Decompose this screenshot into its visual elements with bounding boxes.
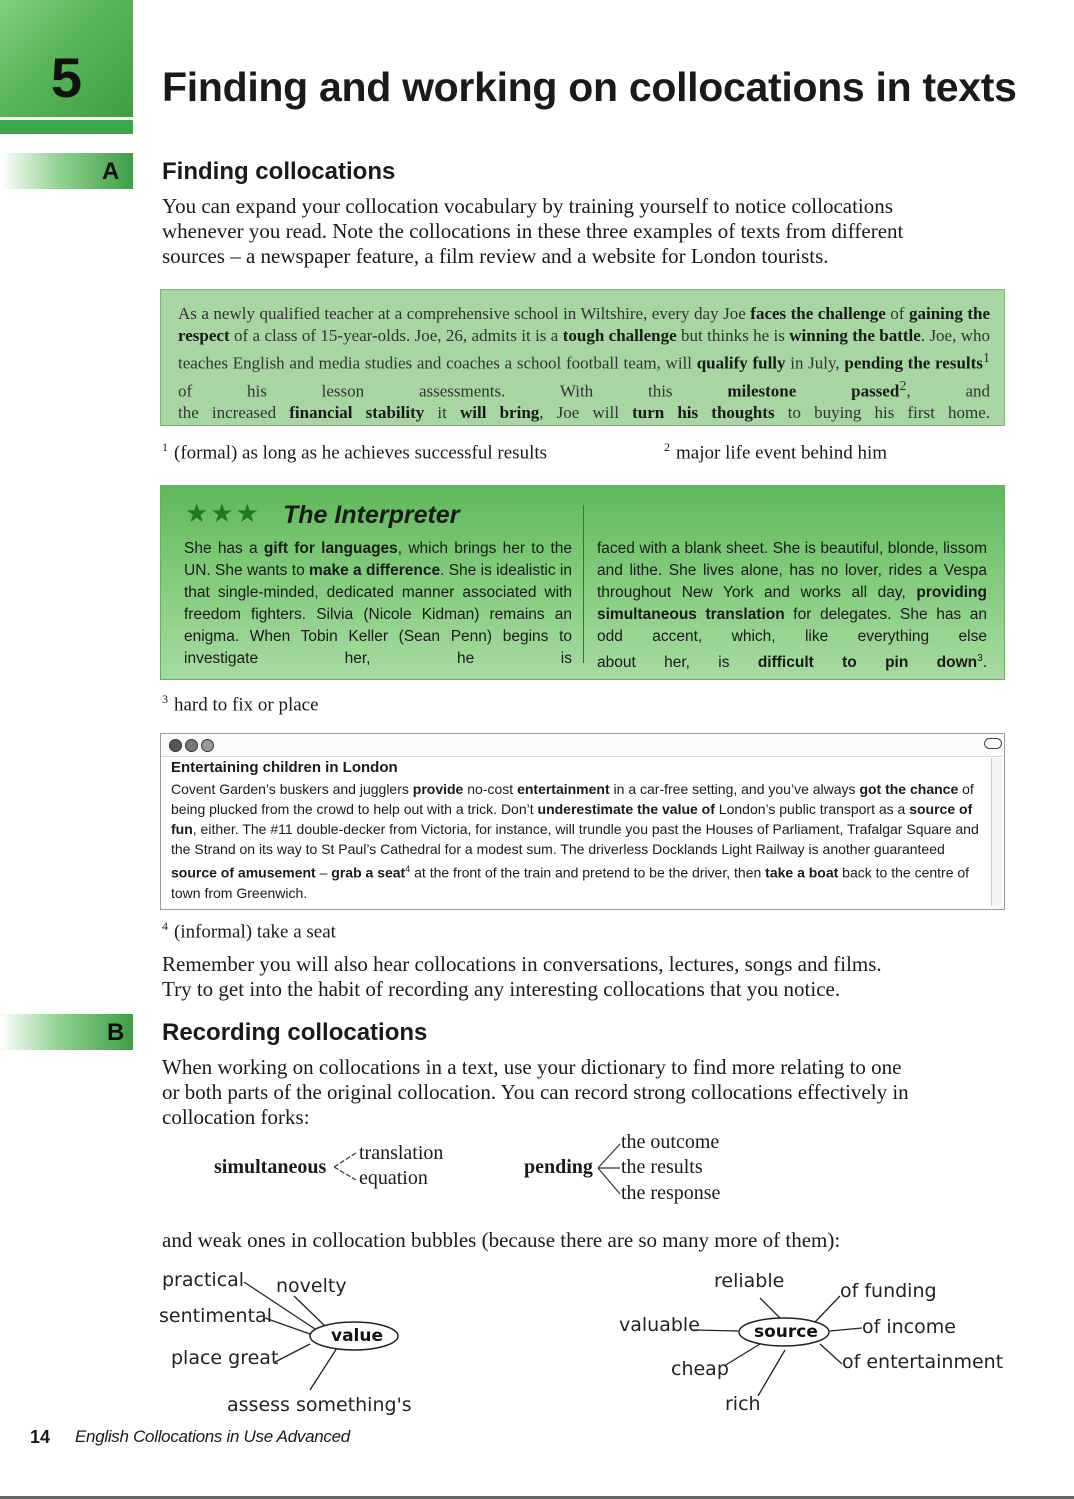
bubble-word: valuable	[619, 1314, 700, 1336]
star-rating-icon: ★★★	[185, 499, 261, 528]
window-close-icon[interactable]	[169, 739, 182, 752]
unit-strip	[0, 120, 133, 134]
section-a-intro: You can expand your collocation vocabulary by training yourself to notice collocations whenever you read. Note the collocations in these three examples of texts from different sources – a newspaper feature, a film review and a website for London tourists.	[162, 194, 904, 268]
newspaper-extract-text: As a newly qualified teacher at a comprehensive school in Wiltshire, every day Joe faces the challenge of gaining the respect of a class of 15-year-olds. Joe, 26, admits it is a tough challenge but thinks he is winning the battle. Joe, who teaches English and media studies and coaches a school football team, will qualify fully in July, pending the results$^1$ of his lesson assessments. With this milestone passed$^2$, and the increased financial stability it will bring, Joe will turn his thoughts to buying his first home.	[178, 304, 991, 423]
bubble-value-center: value	[331, 1326, 384, 1346]
fork-pending-item: the results	[621, 1156, 703, 1178]
fork-simultaneous-item: translation	[359, 1142, 444, 1164]
bubble-word: of income	[862, 1316, 956, 1338]
book-title: English Collocations in Use Advanced	[75, 1427, 350, 1446]
fork-pending-key: pending	[524, 1156, 593, 1178]
film-title: The Interpreter	[283, 501, 460, 529]
fork-simultaneous-item: equation	[359, 1167, 428, 1189]
bubble-word: sentimental	[159, 1305, 272, 1327]
bubble-word: of funding	[840, 1280, 937, 1302]
film-review-left-column: She has a gift for languages, which brings her to the UN. She wants to make a difference. She is idealistic in that single-minded, dedicated manner associated with freedom fighters. Silvia (Nicole Kidman) remains an enigma. When Tobin Keller (Sean Penn) begins to investigate her, he is	[184, 540, 572, 667]
fork-simultaneous-lines	[332, 1150, 360, 1184]
page-title: Finding and working on collocations in texts	[162, 64, 1017, 110]
section-a-letter: A	[102, 158, 120, 185]
section-a-closing: Remember you will also hear collocations in conversations, lectures, songs and films. Try to get into the habit of recording any interesting collocations that you notice.	[162, 952, 882, 1001]
section-b-intro: When working on collocations in a text, use your dictionary to find more relating to one or both parts of the original collocation. You can record strong collocations effectively in collocation forks:	[162, 1055, 909, 1129]
bubble-word: place great	[171, 1347, 279, 1369]
bubble-word: novelty	[276, 1275, 347, 1297]
bubble-word: practical	[162, 1269, 245, 1291]
window-zoom-icon[interactable]	[201, 739, 214, 752]
bubble-word: cheap	[671, 1358, 729, 1380]
scrollbar[interactable]	[991, 758, 1002, 906]
fork-pending-item: the response	[621, 1182, 721, 1204]
bubbles-intro: and weak ones in collocation bubbles (because there are so many more of them):	[162, 1228, 841, 1252]
window-title-bar	[161, 734, 1003, 757]
toolbar-toggle-icon[interactable]	[984, 738, 1002, 749]
fork-simultaneous-key: simultaneous	[214, 1156, 327, 1178]
footnote-1: $^1$ (formal) as long as he achieves successful results	[162, 440, 548, 464]
window-minimize-icon[interactable]	[185, 739, 198, 752]
section-a-heading: Finding collocations	[162, 158, 396, 185]
film-review-right-column: faced with a blank sheet. She is beautiful, blonde, lissom and lithe. She lives alone, has no lover, rides a Vespa throughout New York and works all day, providing simultaneous translation for delegates. She has an odd accent, which, like everything else about her, is difficult to pin down$^3$.	[597, 540, 987, 672]
bubble-word: reliable	[714, 1270, 785, 1292]
footnote-4: $^4$ (informal) take a seat	[162, 919, 336, 943]
bubble-word: of entertainment	[842, 1351, 1004, 1373]
website-title: Entertaining children in London	[171, 759, 398, 776]
section-b-letter: B	[107, 1019, 125, 1046]
fork-pending-item: the outcome	[621, 1131, 720, 1153]
unit-number: 5	[50, 46, 83, 109]
bubble-word: assess something's	[227, 1394, 412, 1416]
column-divider	[583, 505, 584, 663]
footnote-2: $^2$ major life event behind him	[664, 440, 888, 464]
section-b-heading: Recording collocations	[162, 1019, 428, 1046]
website-text: Covent Garden’s buskers and jugglers provide no-cost entertainment in a car-free setting, and you’ve always got the chance of being plucked from the crowd to help out with a trick. Don’t underestimate the value of London’s public transport as a source of fun, either. The #11 double-decker from Victoria, for instance, will trundle you past the Houses of Parliament, Trafalgar Square and the Strand on its way to St Paul’s Cathedral for a modest sum. The driverless Docklands Light Railway is another guaranteed source of amusement – grab a seat$^4$ at the front of the train and pretend to be the driver, then take a boat back to the centre of town from Greenwich.	[171, 781, 979, 901]
bubble-word: rich	[725, 1393, 761, 1415]
page-number: 14	[30, 1427, 51, 1447]
footnote-3: $^3$ hard to fix or place	[162, 692, 319, 716]
fork-pending-lines	[596, 1140, 624, 1200]
bubble-source-center: source	[754, 1322, 818, 1342]
